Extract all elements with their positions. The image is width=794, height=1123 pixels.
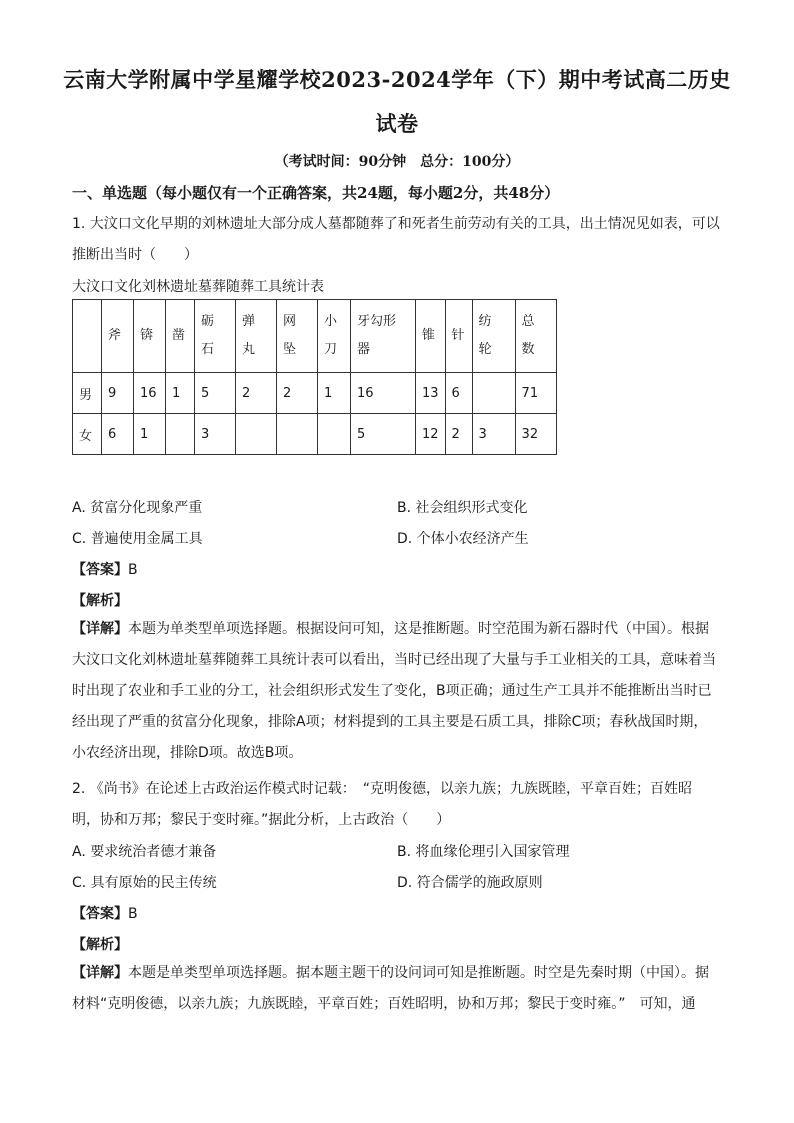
- exam-subtitle: （考试时间：90分钟 总分：100分）: [274, 154, 520, 170]
- table-cell: 1: [166, 373, 195, 414]
- table-cell: 2: [236, 373, 277, 414]
- q1-option-c: C. 普遍使用金属工具: [72, 531, 203, 547]
- table-header-cell: 弹 丸: [236, 300, 277, 373]
- table-header-cell: 针: [445, 300, 472, 373]
- detail-line: 经出现了严重的贫富分化现象，排除A项；材料提到的工具主要是石质工具，排除C项；春秋战国时期，: [72, 714, 708, 730]
- table-cell: 16: [134, 373, 166, 414]
- table-cell: 1: [134, 414, 166, 455]
- table-header-cell: 牙勾形 器: [351, 300, 416, 373]
- table-cell: 1: [318, 373, 351, 414]
- table-cell: 2: [277, 373, 318, 414]
- table-header-cell: 锛: [134, 300, 166, 373]
- table-row: [73, 373, 557, 414]
- q1-detail: [72, 614, 722, 769]
- table-cell: 12: [416, 414, 446, 455]
- table-header-cell: 纺 轮: [472, 300, 515, 373]
- q2-option-d: D. 符合儒学的施政原则: [397, 875, 543, 891]
- table-cell: 32: [515, 414, 556, 455]
- q1-stem-line2: 推断出当时（ ）: [72, 247, 198, 263]
- table-cell: 女: [73, 414, 102, 455]
- table-header-cell: [73, 300, 102, 373]
- table-header-cell: 网 坠: [277, 300, 318, 373]
- q1-option-b: B. 社会组织形式变化: [397, 500, 528, 516]
- q2-analysis-label: 【解析】: [72, 937, 128, 953]
- table-row: [73, 414, 557, 455]
- table-header-cell: 总 数: [515, 300, 556, 373]
- table-cell: 男: [73, 373, 102, 414]
- table-header-cell: 小 刀: [318, 300, 351, 373]
- table-cell: 3: [472, 414, 515, 455]
- answer-value: B: [128, 562, 138, 578]
- q2-option-b: B. 将血缘伦理引入国家管理: [397, 844, 570, 860]
- table-cell: [277, 414, 318, 455]
- exam-title-line1: 云南大学附属中学星耀学校2023-2024学年（下）期中考试高二历史: [63, 67, 731, 92]
- section-heading: 一、单选题（每小题仅有一个正确答案，共24题，每小题2分，共48分）: [72, 184, 560, 202]
- q2-stem-line2: 明，协和万邦；黎民于变时雍。”据此分析，上古政治（ ）: [72, 812, 451, 828]
- answer-value: B: [128, 906, 138, 922]
- q1-table-caption: 大汶口文化刘林遗址墓葬随葬工具统计表: [72, 279, 324, 295]
- table-cell: [472, 373, 515, 414]
- table-cell: 6: [102, 414, 134, 455]
- table-cell: 16: [351, 373, 416, 414]
- table-cell: 6: [445, 373, 472, 414]
- q1-stem-line1: 1. 大汶口文化早期的刘林遗址大部分成人墓都随葬了和死者生前劳动有关的工具，出土情况见如表，可以: [72, 216, 720, 232]
- table-header-cell: 凿: [166, 300, 195, 373]
- table-cell: [318, 414, 351, 455]
- table-cell: 5: [351, 414, 416, 455]
- q1-analysis-label: 【解析】: [72, 593, 128, 609]
- detail-line: 大汶口文化刘林遗址墓葬随葬工具统计表可以看出，当时已经出现了大量与手工业相关的工具，意味着当: [72, 652, 716, 668]
- q2-detail: [72, 958, 722, 1020]
- table-header-cell: 锥: [416, 300, 446, 373]
- answer-label: 【答案】: [72, 906, 128, 922]
- exam-title-line2: 试卷: [375, 111, 419, 136]
- table-cell: 2: [445, 414, 472, 455]
- detail-line: 【详解】本题为单类型单项选择题。根据设问可知，这是推断题。时空范围为新石器时代（中国）。根据: [72, 621, 709, 637]
- detail-label: 【详解】: [72, 621, 128, 637]
- q2-stem-line1: 2. 《尚书》在论述上古政治运作模式时记载： “克明俊德，以亲九族；九族既睦，平章百姓；百姓昭: [72, 781, 693, 797]
- q2-option-c: C. 具有原始的民主传统: [72, 875, 217, 891]
- table-header-row: [73, 300, 557, 373]
- table-header-cell: 砺 石: [195, 300, 236, 373]
- table-cell: [166, 414, 195, 455]
- q2-answer: [72, 903, 138, 923]
- answer-label: 【答案】: [72, 562, 128, 578]
- tool-statistics-table: [72, 299, 557, 455]
- table-cell: [236, 414, 277, 455]
- q1-option-a: A. 贫富分化现象严重: [72, 500, 203, 516]
- table-header-cell: 斧: [102, 300, 134, 373]
- q1-option-d: D. 个体小农经济产生: [397, 531, 529, 547]
- detail-line: 材料“克明俊德，以亲九族；九族既睦，平章百姓；百姓昭明，协和万邦；黎民于变时雍。” 可知，通: [72, 996, 696, 1012]
- detail-line: 小农经济出现，排除D项。故选B项。: [72, 745, 303, 761]
- detail-label: 【详解】: [72, 965, 128, 981]
- q1-answer: [72, 559, 138, 579]
- detail-line: 【详解】本题是单类型单项选择题。据本题主题干的设问词可知是推断题。时空是先秦时期（中国）。据: [72, 965, 709, 981]
- detail-line: 时出现了农业和手工业的分工，社会组织形式发生了变化，B项正确；通过生产工具并不能推断出当时已: [72, 683, 712, 699]
- table-cell: 13: [416, 373, 446, 414]
- q2-option-a: A. 要求统治者德才兼备: [72, 844, 217, 860]
- table-cell: 5: [195, 373, 236, 414]
- table-cell: 9: [102, 373, 134, 414]
- table-cell: 71: [515, 373, 556, 414]
- table-cell: 3: [195, 414, 236, 455]
